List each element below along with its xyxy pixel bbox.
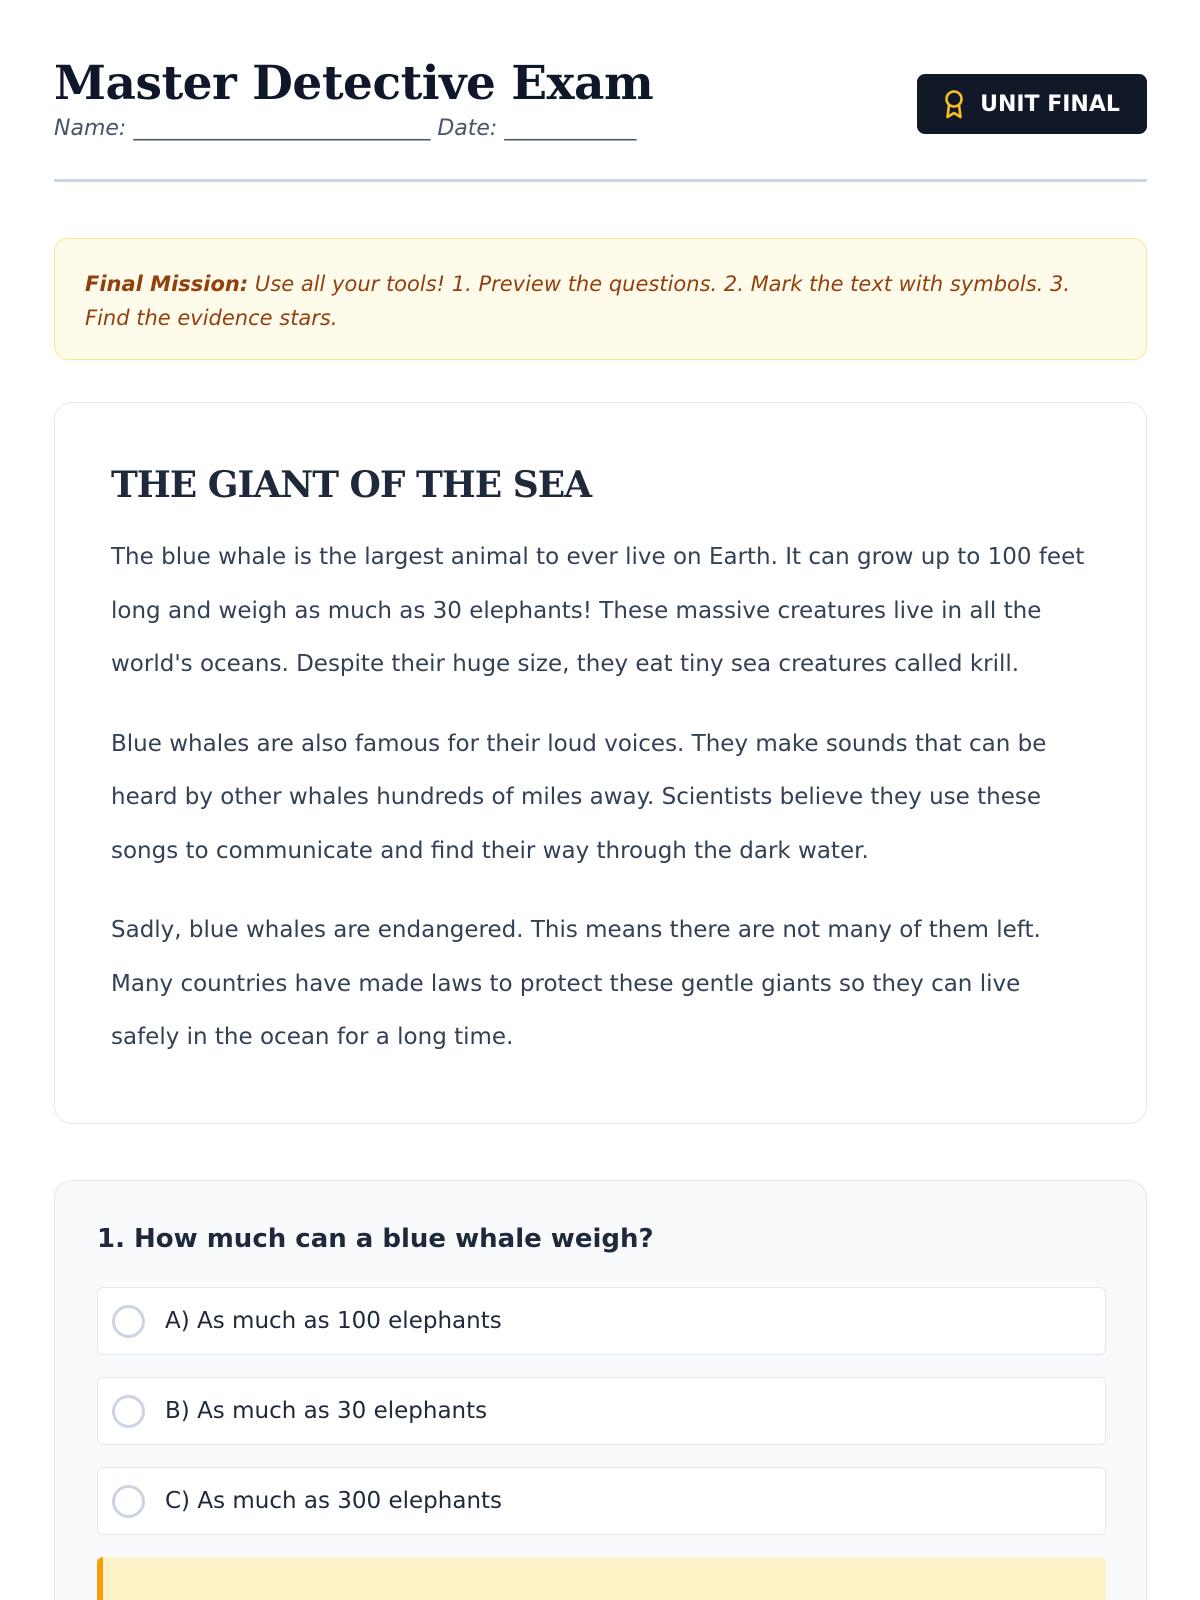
passage-paragraph: The blue whale is the largest animal to ever live on Earth. It can grow up to 100 feet long and weigh as much as 30 elephants! These massive creatures live in all the world's oceans. Despite their huge size, they eat tiny sea creatures called krill. xyxy=(111,544,1085,677)
option-label: B) As much as 30 elephants xyxy=(165,1398,488,1424)
reading-passage xyxy=(54,402,1147,1124)
page-title: Master Detective Exam xyxy=(54,56,654,111)
passage-title: THE GIANT OF THE SEA xyxy=(111,464,592,506)
mission-callout xyxy=(54,238,1147,360)
mission-label: Final Mission: xyxy=(85,272,249,296)
radio-button[interactable] xyxy=(112,1395,145,1428)
evidence-hint-box xyxy=(97,1557,1106,1600)
unit-final-badge xyxy=(917,74,1147,134)
question-prompt: 1. How much can a blue whale weigh? xyxy=(97,1224,654,1254)
mission-text: Use all your tools! 1. Preview the questions. 2. Mark the text with symbols. 3. Find the evidence stars. xyxy=(85,272,1071,330)
option-label: C) As much as 300 elephants xyxy=(165,1488,503,1514)
radio-button[interactable] xyxy=(112,1485,145,1518)
name-blank[interactable]: ___________________________ xyxy=(133,116,431,141)
date-blank[interactable]: ____________ xyxy=(504,116,637,141)
award-ribbon-icon xyxy=(944,89,964,119)
radio-button[interactable] xyxy=(112,1305,145,1338)
answer-option-a[interactable] xyxy=(97,1287,1106,1355)
passage-paragraph: Sadly, blue whales are endangered. This means there are not many of them left. Many countries have made laws to protect these gentle giants so they can live safely in the ocean for a long time. xyxy=(111,917,1041,1050)
answer-option-b[interactable] xyxy=(97,1377,1106,1445)
answer-option-c[interactable] xyxy=(97,1467,1106,1535)
question-card xyxy=(54,1180,1147,1600)
badge-label: UNIT FINAL xyxy=(980,91,1120,117)
passage-paragraph: Blue whales are also famous for their loud voices. They make sounds that can be heard by other whales hundreds of miles away. Scientists believe they use these songs to communicate and find their way through the dark water. xyxy=(111,730,1047,864)
option-label: A) As much as 100 elephants xyxy=(165,1308,502,1334)
name-label: Name: xyxy=(54,116,127,141)
exam-header xyxy=(54,56,1147,182)
date-label: Date: xyxy=(437,116,498,141)
